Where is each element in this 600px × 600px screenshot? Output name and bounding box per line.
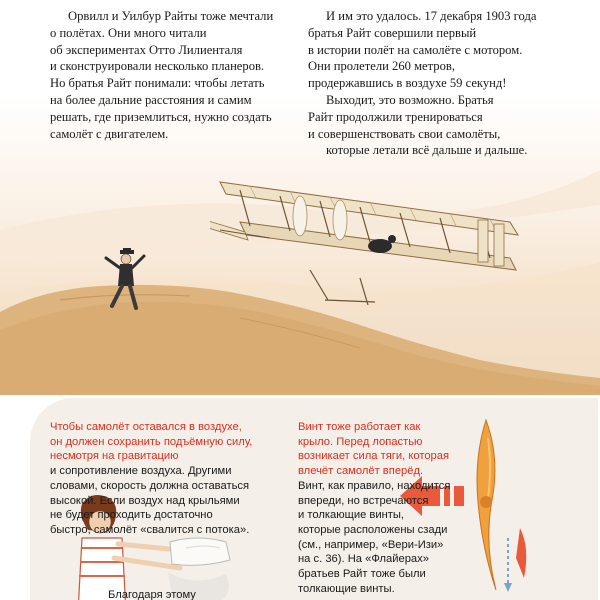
story-line: братья Райт совершили первый <box>308 25 477 40</box>
fact-line: которые расположены сзади <box>298 523 448 536</box>
story-line: решать, где приземлиться, нужно создать <box>50 109 272 124</box>
fact-line: и толкающие винты, <box>298 509 405 522</box>
fact-line: высокой. Если воздух над крыльями <box>50 494 240 507</box>
story-line: Они пролетели 260 метров, <box>308 59 455 74</box>
fact-line: он должен сохранить подъёмную силу, <box>50 435 253 448</box>
fact-right-column <box>298 420 450 596</box>
fact-line: несмотря на гравитацию <box>50 450 179 463</box>
running-man-icon <box>100 248 146 314</box>
fact-line: возникает сила тяги, которая <box>298 450 450 463</box>
fact-line: Чтобы самолёт оставался в воздухе, <box>50 421 242 433</box>
fact-line: на с. 36). На «Флайерах» <box>298 553 429 566</box>
story-line: которые летали всё дальше и дальше. <box>326 143 528 158</box>
story-line: в истории полёт на самолёте с мотором. <box>308 42 523 57</box>
fact-line: быстро, самолёт «свалится с потока». <box>50 523 250 536</box>
fact-line: Винт тоже работает как <box>298 421 421 433</box>
story-line: Выходит, это возможно. Братья <box>326 92 494 107</box>
story-line: на более дальние расстояния и самим <box>50 92 252 107</box>
story-line: самолёт с двигателем. <box>50 126 169 141</box>
story-line: Орвилл и Уилбур Райты тоже мечтали <box>68 9 274 23</box>
fact-line: (см., например, «Вери-Изи» <box>298 538 444 551</box>
fact-line: словами, скорость должна оставаться <box>50 479 250 492</box>
story-line: о полётах. Они много читали <box>50 25 207 40</box>
fact-line: впереди, но встречаются <box>298 494 429 507</box>
fact-line: не будет проходить достаточно <box>50 509 213 522</box>
fact-line: и сопротивление воздуха. Другими <box>50 465 232 478</box>
story-line: продержавшись в воздухе 59 секунд! <box>308 76 507 91</box>
story-line: об экспериментах Отто Лилиенталя <box>50 42 243 57</box>
fact-left-column <box>50 420 252 538</box>
fact-line: Винт, как правило, находится <box>298 479 451 492</box>
fact-bottom-text: Благодаря этому <box>108 589 196 600</box>
story-line: И им это удалось. 17 декабря 1903 года <box>326 9 537 23</box>
wright-flyer-illustration <box>210 160 530 310</box>
story-line: Райт продолжили тренироваться <box>308 109 483 124</box>
fact-line: влечёт самолёт вперёд. <box>298 465 424 478</box>
story-line: Но братья Райт понимали: чтобы летать <box>50 76 265 91</box>
propeller-icon <box>477 420 526 592</box>
fact-line: крыло. Перед лопастью <box>298 435 423 448</box>
fact-line: братьев Райт тоже были <box>298 568 426 581</box>
fact-panel <box>30 398 598 600</box>
story-line: и совершенствовать свои самолёты, <box>308 126 501 141</box>
story-right-column <box>308 8 536 159</box>
story-left-column <box>50 8 273 142</box>
fact-line: толкающие винты. <box>298 582 395 595</box>
story-line: и сконструировали несколько планеров. <box>50 59 265 74</box>
